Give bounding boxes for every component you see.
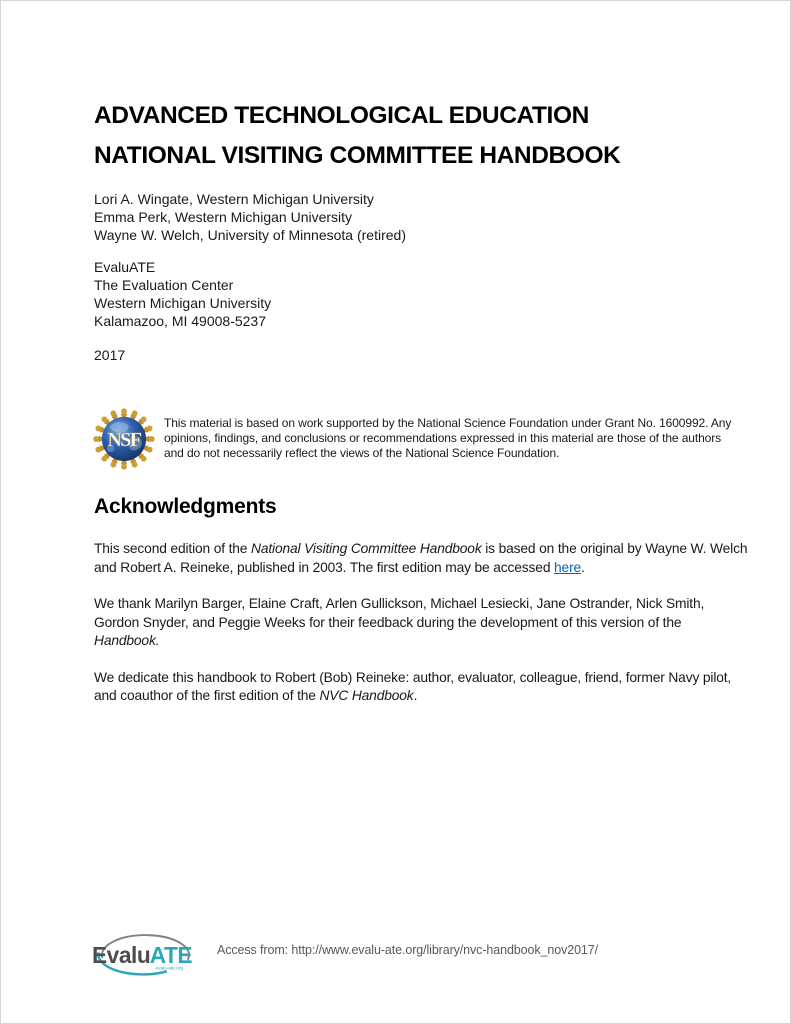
page-footer: [87, 923, 598, 977]
acknowledgments-paragraph-2: [94, 595, 749, 651]
evaluate-logo-text-evalu: Evalu: [92, 941, 151, 968]
first-edition-link[interactable]: here: [554, 559, 582, 575]
nsf-acronym-text: NSF: [107, 429, 141, 452]
acknowledgments-section: [94, 495, 749, 724]
publication-year: 2017: [94, 347, 126, 363]
page-title: [94, 96, 620, 176]
title-line-2: NATIONAL VISITING COMMITTEE HANDBOOK: [94, 142, 621, 169]
evaluate-logo-text-ate: ATE: [149, 941, 193, 968]
affiliation-line-2: The Evaluation Center: [94, 277, 234, 293]
affiliation-line-3: Western Michigan University: [94, 295, 272, 311]
nsf-logo-icon: [91, 407, 157, 471]
p1-text-pre: This second edition of the: [94, 541, 252, 556]
title-block: [94, 96, 620, 176]
evaluate-logo-tagline: evalu-ate.org: [155, 966, 184, 972]
affiliation-line-4: Kalamazoo, MI 49008-5237: [94, 313, 266, 329]
affiliation-block: [94, 258, 271, 330]
p3-italic-title: NVC Handbook: [319, 688, 414, 703]
author-line-3: Wayne W. Welch, University of Minnesota (retired): [94, 227, 406, 243]
acknowledgments-paragraph-1: [94, 540, 749, 577]
footer-access-text: Access from: http://www.evalu-ate.org/library/nvc-handbook_nov2017/: [217, 943, 598, 957]
p3-text-pre: We dedicate this handbook to Robert (Bob) Reineke: author, evaluator, colleague, friend, former Navy pilot, and coauthor of the first edition of the: [94, 669, 732, 703]
evaluate-logo: [87, 923, 205, 977]
p2-italic-title: Handbook.: [94, 633, 160, 648]
p2-text-pre: We thank Marilyn Barger, Elaine Craft, Arlen Gullickson, Michael Lesiecki, Jane Ostrander, Nick Smith, Gordon Snyder, and Peggie Weeks for their feedback during the development of this version of the: [94, 596, 705, 630]
p1-italic-title: National Visiting Committee Handbook: [251, 541, 482, 556]
author-block: [94, 190, 406, 244]
acknowledgments-heading: Acknowledgments: [94, 495, 277, 518]
author-line-1: Lori A. Wingate, Western Michigan University: [94, 191, 374, 207]
nsf-funding-block: [91, 407, 732, 471]
p1-text-mid: is based on the original by Wayne W. Welch and Robert A. Reineke, published in 2003. The first edition may be accessed: [94, 541, 748, 575]
acknowledgments-paragraph-3: [94, 669, 749, 706]
p1-text-post: .: [581, 559, 585, 575]
author-line-2: Emma Perk, Western Michigan University: [94, 209, 353, 225]
affiliation-line-1: EvaluATE: [94, 259, 156, 275]
p3-text-post: .: [413, 688, 418, 703]
title-line-1: ADVANCED TECHNOLOGICAL EDUCATION: [94, 102, 589, 129]
nsf-disclaimer-text: This material is based on work supported by the National Science Foundation under Grant No. 1600992. Any opinions, findings, and conclusions or recommendations expressed in this material are those of the authors and do not necessarily reflect the views of the National Science Foundation.: [164, 416, 732, 460]
